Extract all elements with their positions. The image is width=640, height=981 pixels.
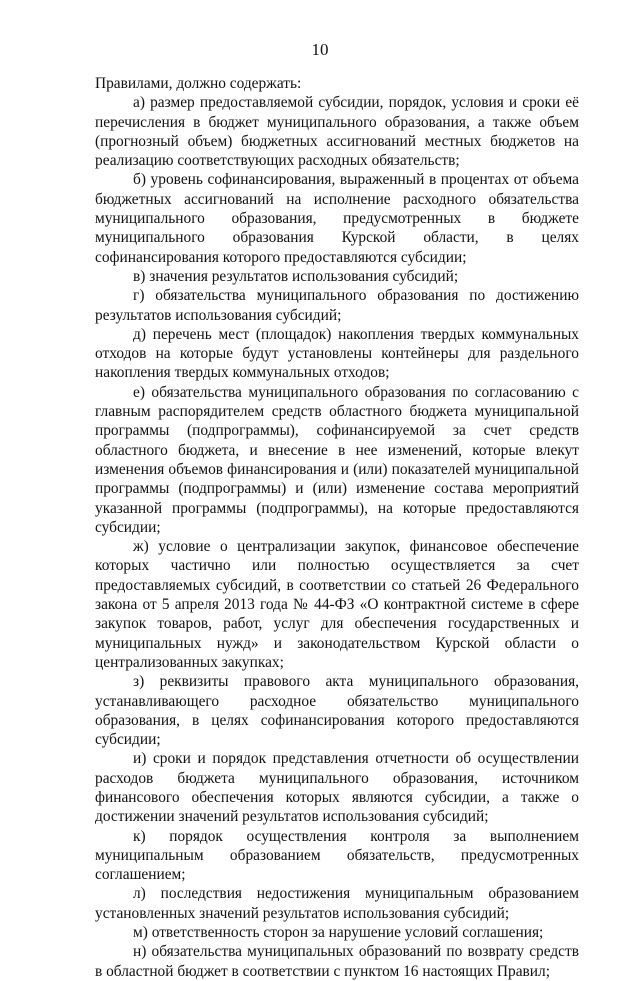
list-item-d: д) перечень мест (площадок) накопления твердых коммунальных отходов на которые будут установлены контейнеры для раздельного накопления твердых коммунальных отходов; [95,325,579,382]
lead-paragraph: Правилами, должно содержать: [95,75,302,92]
list-item-g: г) обязательства муниципального образования по достижению результатов использования субсидий; [95,287,579,324]
document-body [95,74,579,981]
list-item-n: н) обязательства муниципальных образований по возврату средств в областной бюджет в соответствии с пунктом 16 настоящих Правил; [95,943,579,980]
list-item-b: б) уровень софинансирования, выраженный в процентах от объема бюджетных ассигнований на исполнение расходного обязательства муниципального образования, предусмотренных в бюджете муниципального образования Курской области, в целях софинансирования которого предоставляются субсидии; [95,171,579,266]
list-item-i: и) сроки и порядок представления отчетности об осуществлении расходов бюджета муниципального образования, источником финансового обеспечения которых являются субсидии, а также о достижении значений результатов использования субсидий; [95,750,579,826]
list-item-e: е) обязательства муниципального образования по согласованию с главным распорядителем средств областного бюджета муниципальной программы (подпрограммы), софинансируемой за счет средств областного бюджета, и внесение в нее изменений, которые влекут изменения объемов финансирования и (или) показателей муниципальной программы (подпрограммы) и (или) изменение состава мероприятий указанной программы (подпрограммы), на которые предоставляются субсидии; [95,383,579,536]
list-item-a: а) размер предоставляемой субсидии, порядок, условия и сроки её перечисления в бюджет муниципального образования, а также объем (прогнозный объем) бюджетных ассигнований местных бюджетов на реализацию соответствующих расходных обязательств; [95,94,579,170]
list-item-z: з) реквизиты правового акта муниципального образования, устанавливающего расходное обязательство муниципального образования, в целях софинансирования которого предоставляются субсидии; [95,673,579,749]
list-item-k: к) порядок осуществления контроля за выполнением муниципальным образованием обязательств, предусмотренных соглашением; [95,827,579,884]
list-item-l: л) последствия недостижения муниципальным образованием установленных значений результатов использования субсидий; [95,885,579,922]
list-item-zh: ж) условие о централизации закупок, финансовое обеспечение которых частично или полностью осуществляется за счет предоставляемых субсидий, в соответствии со статьей 26 Федерального закона от 5 апреля 2013 года № 44-ФЗ «О контрактной системе в сфере закупок товаров, работ, услуг для обеспечения государственных и муниципальных нужд» и законодательством Курской области о централизованных закупках; [95,538,579,671]
list-item-v: в) значения результатов использования субсидий; [133,267,459,285]
page-number: 10 [311,40,329,59]
list-item-m: м) ответственность сторон за нарушение условий соглашения; [133,924,544,942]
